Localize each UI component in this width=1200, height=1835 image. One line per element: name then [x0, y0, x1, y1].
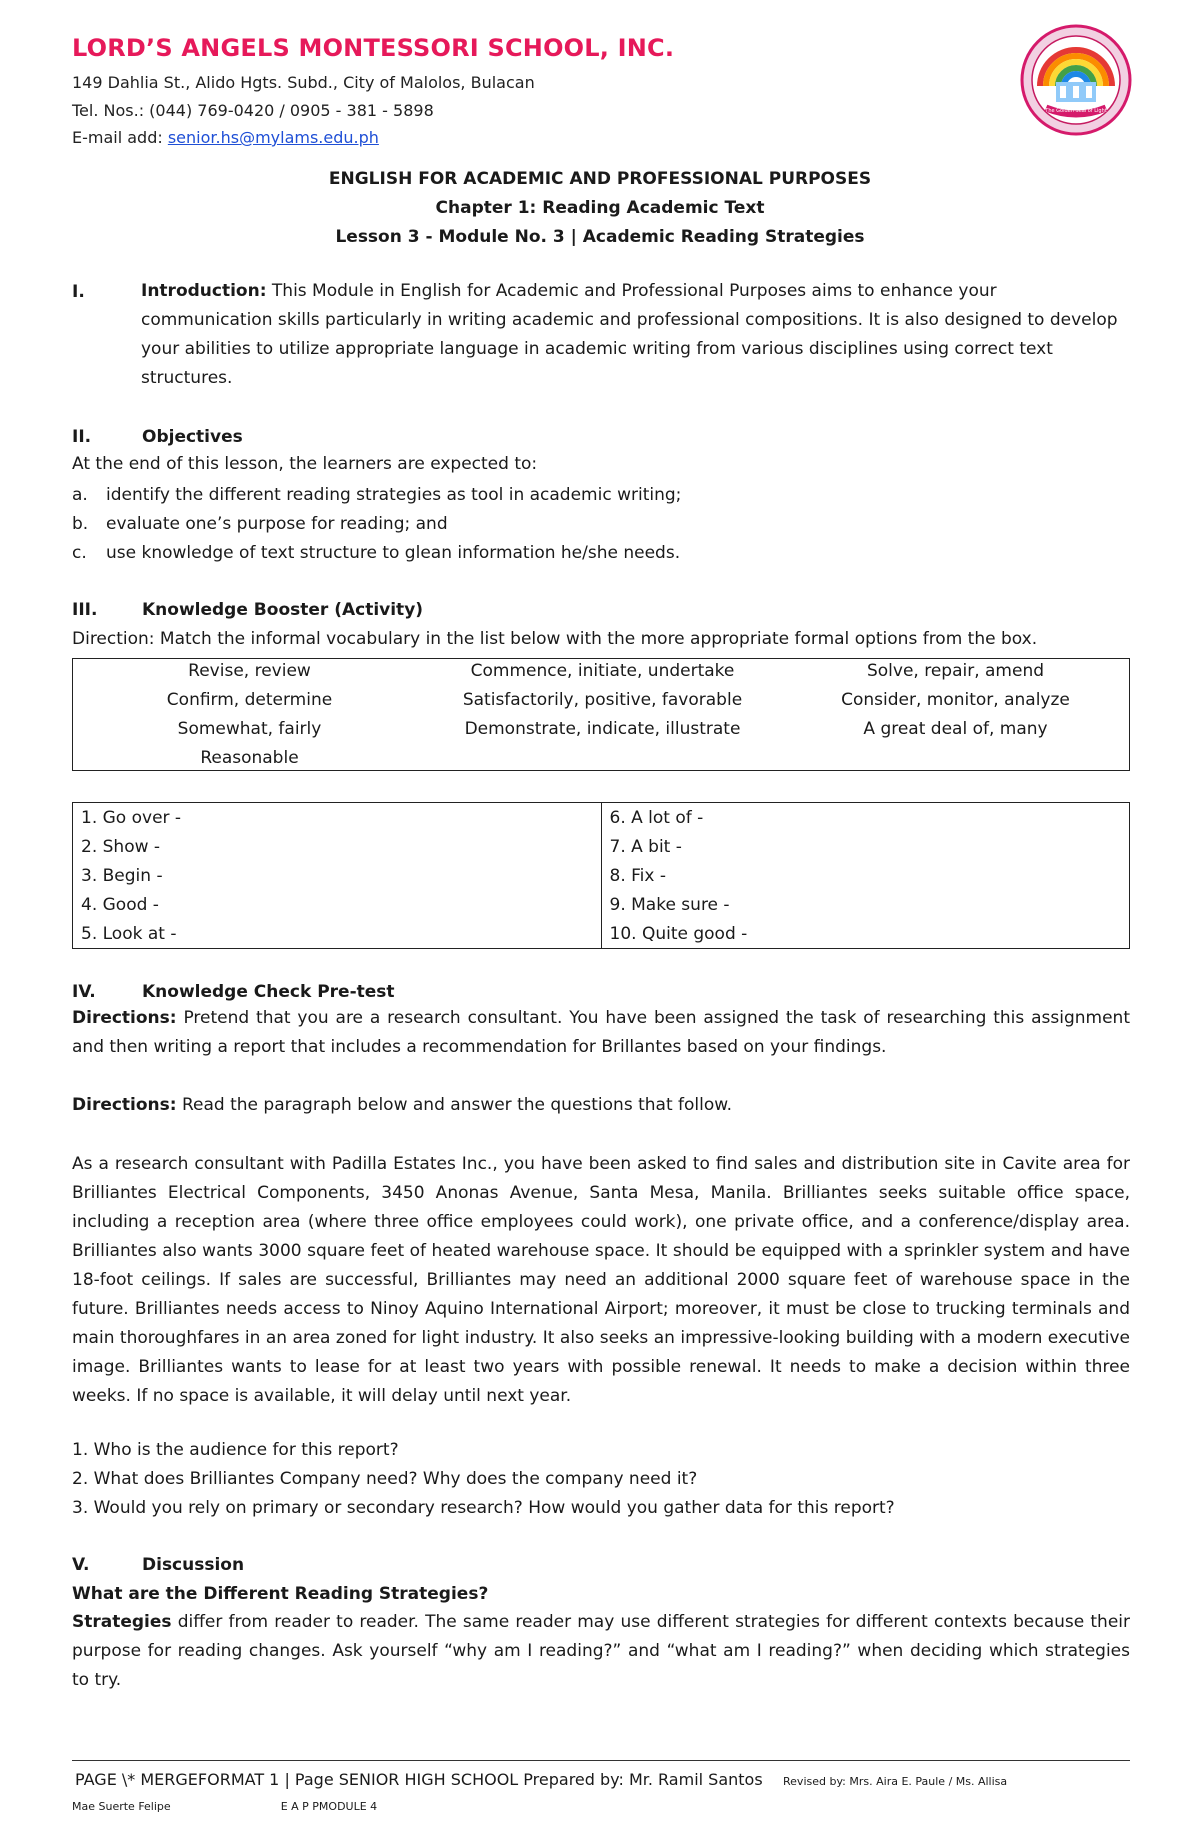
vocab-option: Commence, initiate, undertake [470, 661, 735, 681]
footer-bottom [72, 1800, 377, 1813]
match-item: 9. Make sure - [601, 890, 1130, 919]
footer-text [75, 1770, 1007, 1789]
match-item: 4. Good - [73, 890, 602, 919]
footer-module-code: E A P PMODULE 4 [280, 1800, 378, 1813]
footer-page-info: PAGE \* MERGEFORMAT 1 | Page SENIOR HIGH SCHOOL Prepared by: Mr. Ramil Santos [75, 1770, 763, 1789]
footer-revised-cont: Mae Suerte Felipe [72, 1800, 171, 1813]
discussion-subheading: What are the Different Reading Strategies? [72, 1584, 489, 1604]
pretest-question: 3. Would you rely on primary or secondary research? How would you gather data for this report? [72, 1498, 895, 1518]
vocabulary-box [72, 658, 1130, 771]
objectives-lead: At the end of this lesson, the learners are expected to: [72, 454, 538, 474]
matching-table [72, 802, 1130, 949]
school-logo [1020, 24, 1132, 136]
school-name: LORD’S ANGELS MONTESSORI SCHOOL, INC. [72, 34, 675, 62]
logo-caption: The Golden Seal of Light [1045, 108, 1107, 114]
vocab-option: Satisfactorily, positive, favorable [462, 690, 743, 710]
discussion-paragraph: Strategies differ from reader to reader. The same reader may use different strategies for different contexts because their purpose for reading changes. Ask yourself “why am I reading?” and “what am I reading?” when deciding which strategies to try. [72, 1612, 1130, 1690]
vocab-option: Revise, review [188, 661, 311, 681]
subject-title: ENGLISH FOR ACADEMIC AND PROFESSIONAL PURPOSES [328, 169, 872, 189]
footer-divider [72, 1760, 1130, 1761]
vocab-option: Reasonable [200, 748, 299, 768]
intro-body: This Module in English for Academic and Professional Purposes aims to enhance your communication skills particularly in writing academic and professional compositions. It is also designed to develop your abilities to utilize appropriate language in academic writing from various disciplines using correct text structures. [141, 281, 1118, 388]
section-intro-number: I. [72, 282, 85, 302]
section-pretest-heading: IV. Knowledge Check Pre-test [72, 982, 395, 1002]
table-row [73, 803, 1130, 833]
section-intro-text [141, 277, 1131, 393]
match-item: 6. A lot of - [601, 803, 1130, 833]
objective-item: a. identify the different reading strategies as tool in academic writing; [72, 485, 682, 505]
booster-direction: Direction: Match the informal vocabulary in the list below with the more appropriate formal options from the box. [72, 629, 1038, 649]
chapter-title: Chapter 1: Reading Academic Text [435, 198, 765, 218]
school-address: 149 Dahlia St., Alido Hgts. Subd., City of Malolos, Bulacan [72, 73, 535, 92]
intro-heading: Introduction: [141, 281, 267, 301]
match-item: 2. Show - [73, 832, 602, 861]
pretest-question: 2. What does Brilliantes Company need? Why does the company need it? [72, 1469, 698, 1489]
objective-item: c. use knowledge of text structure to glean information he/she needs. [72, 543, 681, 563]
section-booster-heading: III. Knowledge Booster (Activity) [72, 600, 424, 620]
match-item: 7. A bit - [601, 832, 1130, 861]
vocab-option: Consider, monitor, analyze [841, 690, 1070, 710]
email-label: E-mail add: [72, 128, 168, 147]
vocab-option: Somewhat, fairly [177, 719, 322, 739]
pretest-directions-1: Directions: Pretend that you are a research consultant. You have been assigned the task of researching this assignment and then writing a report that includes a recommendation for Brillantes based on your findings. [72, 1008, 1130, 1057]
school-email-line [72, 128, 379, 147]
pretest-paragraph: As a research consultant with Padilla Estates Inc., you have been asked to find sales and distribution site in Cavite area for Brilliantes Electrical Components, 3450 Anonas Avenue, Santa Mesa, Manila. Brilliantes seeks suitable office space, including a reception area (where three office employees could work), one private office, and a conference/display area. Brilliantes also wants 3000 square feet of heated warehouse space. It should be equipped with a sprinkler system and have 18-foot ceilings. If sales are successful, Brilliantes may need an additional 2000 square feet of warehouse space in the future. Brilliantes needs access to Ninoy Aquino International Airport; moreover, it must be close to trucking terminals and main thoroughfares in an area zoned for light industry. It also seeks an impressive-looking building with a modern executive image. Brilliantes wants to lease for at least two years with possible renewal. It needs to make a decision within three weeks. If no space is available, it will delay until next year. [72, 1154, 1130, 1406]
match-item: 5. Look at - [73, 919, 602, 949]
school-telephone: Tel. Nos.: (044) 769-0420 / 0905 - 381 - 5898 [72, 101, 434, 120]
match-item: 8. Fix - [601, 861, 1130, 890]
footer-revised: Revised by: Mrs. Aira E. Paule / Ms. Allisa [783, 1775, 1008, 1788]
table-row [73, 919, 1130, 949]
match-item: 10. Quite good - [601, 919, 1130, 949]
vocab-option: Confirm, determine [166, 690, 333, 710]
match-item: 3. Begin - [73, 861, 602, 890]
pretest-question: 1. Who is the audience for this report? [72, 1440, 399, 1460]
module-title-block [0, 165, 1200, 252]
email-link[interactable]: senior.hs@mylams.edu.ph [167, 128, 379, 147]
vocab-option: A great deal of, many [863, 719, 1048, 739]
section-objectives-heading: II. Objectives [72, 427, 243, 447]
section-discussion-heading: V. Discussion [72, 1555, 245, 1575]
vocab-option: Demonstrate, indicate, illustrate [464, 719, 741, 739]
vocab-option: Solve, repair, amend [866, 661, 1045, 681]
lesson-title: Lesson 3 - Module No. 3 | Academic Reading Strategies [335, 227, 865, 247]
objective-item: b. evaluate one’s purpose for reading; and [72, 514, 448, 534]
match-item: 1. Go over - [73, 803, 602, 833]
table-row [73, 832, 1130, 861]
table-row [73, 890, 1130, 919]
table-row [73, 861, 1130, 890]
pretest-directions-2: Directions: Read the paragraph below and answer the questions that follow. [72, 1095, 732, 1115]
